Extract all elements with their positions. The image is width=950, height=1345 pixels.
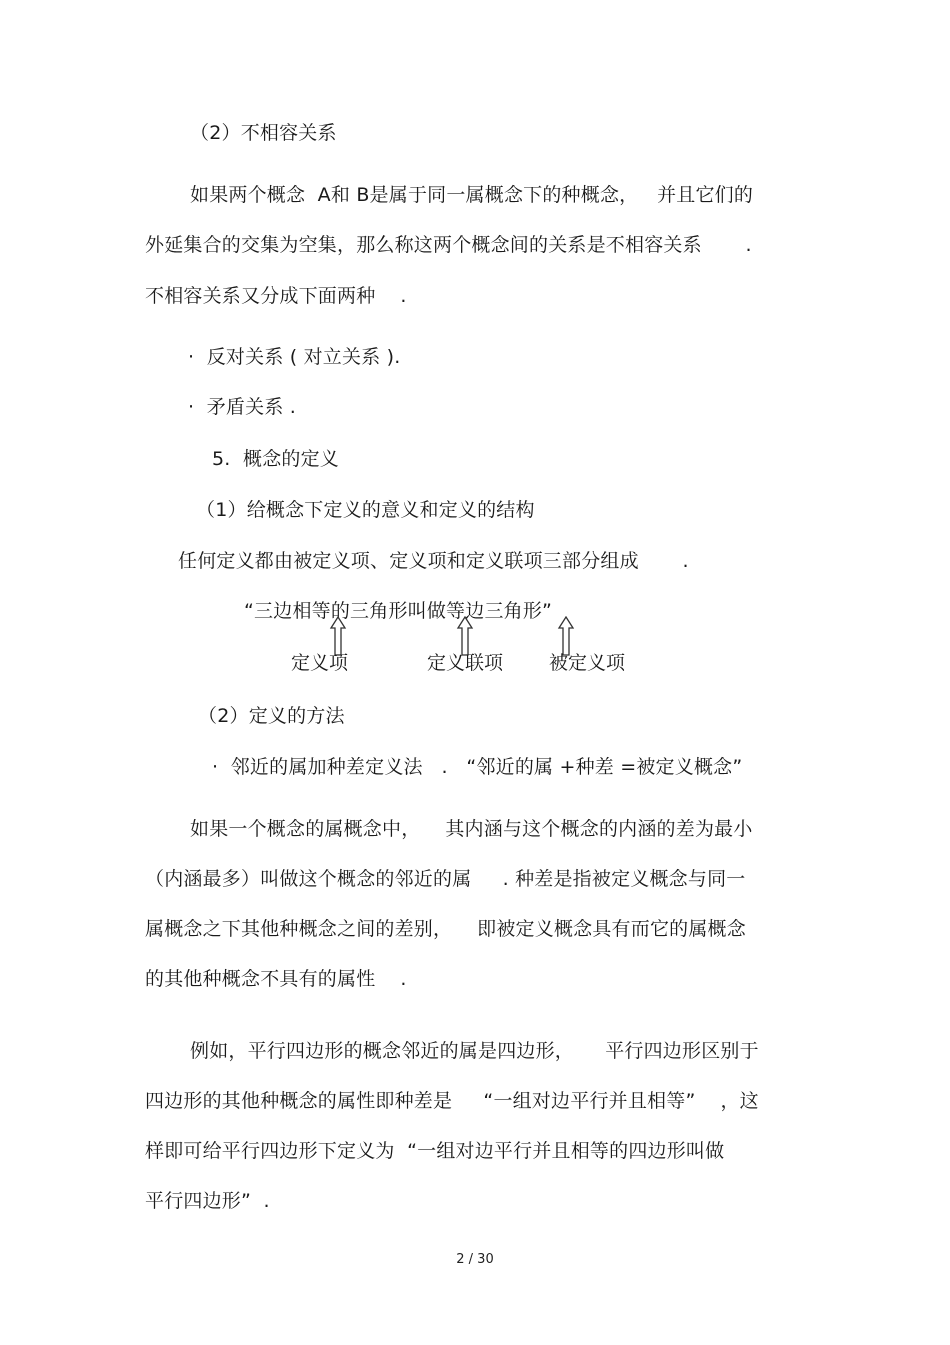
heading-concept-definition: 5. 概念的定义	[212, 448, 340, 470]
label-definiendum: 被定义项	[549, 652, 626, 674]
paragraph-line: 如果两个概念 A和 B是属于同一属概念下的种概念， 并且它们的	[190, 184, 754, 206]
paragraph-line: 例如，平行四边形的概念邻近的属是四边形， 平行四边形区别于	[190, 1040, 759, 1062]
paragraph-line: 平行四边形” .	[145, 1190, 270, 1212]
example-definition-sentence: “三边相等的三角形叫做等边三角形”	[244, 600, 553, 622]
paragraph-line: 如果一个概念的属概念中， 其内涵与这个概念的内涵的差为最小	[190, 818, 753, 840]
paragraph-line: 不相容关系又分成下面两种 .	[145, 285, 407, 307]
paragraph-line: 属概念之下其他种概念之间的差别， 即被定义概念具有而它的属概念	[145, 918, 746, 940]
heading-definition-method: （2）定义的方法	[198, 705, 345, 727]
page-number: 2 / 30	[456, 1252, 494, 1267]
label-copula: 定义联项	[427, 652, 504, 674]
paragraph-line: 的其他种概念不具有的属性 .	[145, 968, 407, 990]
heading-incompatible-relation: （2）不相容关系	[190, 122, 337, 144]
paragraph-line: 样即可给平行四边形下定义为 “一组对边平行并且相等的四边形叫做	[145, 1140, 725, 1162]
paragraph-line: （内涵最多）叫做这个概念的邻近的属 . 种差是指被定义概念与同一	[145, 868, 746, 890]
bullet-contradictory-relation: · 矛盾关系 .	[188, 396, 296, 418]
paragraph-line: 外延集合的交集为空集，那么称这两个概念间的关系是不相容关系 .	[145, 234, 752, 256]
bullet-contrary-relation: · 反对关系 ( 对立关系 ).	[188, 346, 401, 368]
paragraph-definition-parts: 任何定义都由被定义项、定义项和定义联项三部分组成 .	[178, 550, 689, 572]
label-definiens: 定义项	[291, 652, 349, 674]
bullet-genus-differentia: · 邻近的属加种差定义法 . “邻近的属 +种差 =被定义概念”	[212, 756, 743, 778]
heading-definition-structure: （1）给概念下定义的意义和定义的结构	[196, 499, 535, 521]
paragraph-line: 四边形的其他种概念的属性即种差是 “一组对边平行并且相等” ，这	[145, 1090, 759, 1112]
